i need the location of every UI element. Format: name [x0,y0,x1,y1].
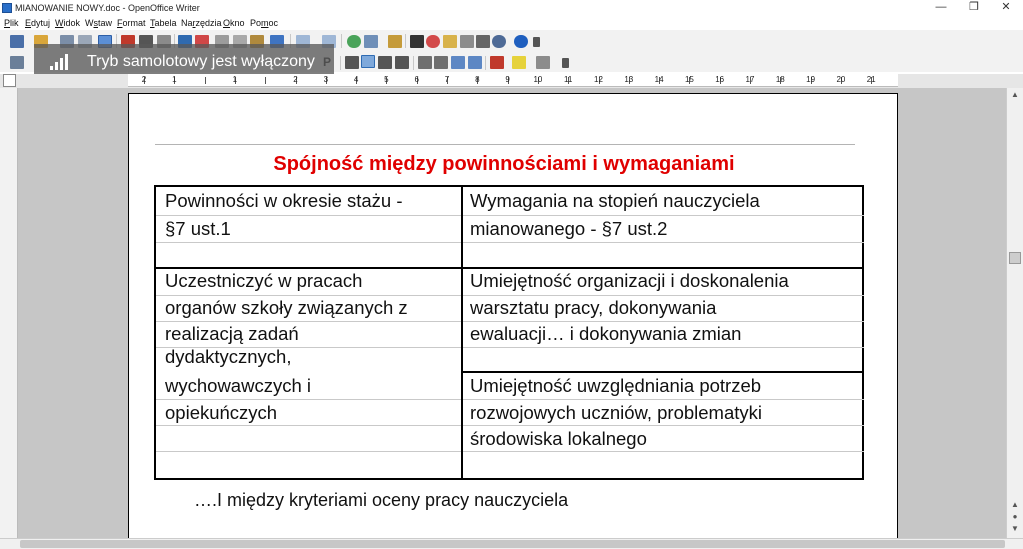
close-button[interactable]: ✕ [1001,1,1011,13]
ruler-label: 21 [866,75,876,84]
menu-widok[interactable]: Widok [55,18,81,28]
styles-formatting-icon[interactable] [10,56,24,69]
right-cell-b-line-1: Umiejętność uwzględniania potrzeb [470,375,762,396]
toolbar-overflow-icon[interactable] [533,37,540,47]
nonprinting-chars-icon[interactable] [476,35,490,48]
zoom-icon[interactable] [492,35,506,48]
ruler-label: 20 [836,75,846,84]
menu-plik[interactable]: Plik [4,18,19,28]
ruler-label: 1 [172,75,177,84]
ruler-label: 12 [594,75,603,84]
ruler-label: 13 [624,75,634,84]
vertical-scroll-thumb[interactable] [1009,252,1021,264]
horizontal-scroll-thumb[interactable] [20,540,1005,548]
ruler-label: 18 [775,75,785,84]
ruler-tick [265,77,266,84]
align-left-icon[interactable] [345,56,359,69]
numbering-icon[interactable] [418,56,432,69]
ruler-label: 3 [323,75,329,84]
table-icon[interactable] [364,35,378,48]
align-right-icon[interactable] [378,56,392,69]
ruler-label: 15 [684,75,694,84]
right-cell-a-line-1: Umiejętność organizacji i doskonalenia [470,270,789,291]
help-icon[interactable] [514,35,528,48]
show-draw-functions-icon[interactable] [388,35,402,48]
header-right-line-2: mianowanego - §7 ust.2 [470,218,668,239]
ruler-tick [205,77,206,84]
new-document-icon[interactable] [10,35,24,48]
ruler-label: 11 [564,75,573,84]
ruler-label: 8 [475,75,480,84]
hyperlink-icon[interactable] [347,35,361,48]
ruler-label: 16 [715,75,725,84]
notification-text: Tryb samolotowy jest wyłączony [87,53,315,70]
ruler-label: 10 [533,75,543,84]
increase-indent-icon[interactable] [468,56,482,69]
ruler-label: 9 [505,75,510,84]
bullets-icon[interactable] [434,56,448,69]
tab-stop-selector[interactable] [3,74,16,87]
menu-narzedzia[interactable]: Narzędzia [181,18,222,28]
header-left-line-1: Powinności w okresie stażu - [165,190,403,211]
vertical-scrollbar[interactable] [1006,88,1023,538]
ruler-label: 7 [444,75,450,84]
formatting-overflow-icon[interactable] [562,58,569,68]
left-cell-line-6: opiekuńczych [165,402,278,423]
left-cell-line-5: wychowawczych i [165,375,311,396]
justify-icon[interactable] [395,56,409,69]
navigation-icon[interactable]: ● [1012,512,1018,521]
menu-wstaw[interactable]: Wstaw [85,18,113,28]
writer-app-icon [2,3,12,13]
ruler-label: 2 [141,75,147,84]
menu-pomoc[interactable]: Pomoc [250,18,279,28]
header-right-line-1: Wymagania na stopień nauczyciela [470,190,760,211]
window-title: MIANOWANIE NOWY.doc - OpenOffice Writer [15,3,200,13]
document-title: Spójność między powinnościami i wymaganiami [273,153,735,175]
header-left-line-2: §7 ust.1 [165,218,231,239]
footer-line: ….I między kryteriami oceny pracy nauczyciela [194,490,569,510]
data-sources-icon[interactable] [460,35,474,48]
left-cell-line-3: realizacją zadań [165,323,299,344]
background-color-icon[interactable] [536,56,550,69]
menu-bar [0,16,1023,30]
right-cell-b-line-2: rozwojowych uczniów, problematyki [470,402,763,423]
menu-edytuj[interactable]: Edytuj [25,18,51,28]
right-cell-b-line-3: środowiska lokalnego [470,428,647,449]
ruler-label: 5 [384,75,389,84]
ruler-label: 19 [806,75,816,84]
scroll-up-icon[interactable]: ▲ [1011,90,1019,99]
title-bar [0,0,1023,16]
ruler-label: 1 [232,75,238,84]
maximize-button[interactable]: ❐ [969,1,979,13]
find-replace-icon[interactable] [410,35,424,48]
horizontal-ruler[interactable] [128,74,898,87]
menu-okno[interactable]: Okno [223,18,245,28]
comparison-table[interactable] [154,185,864,480]
highlight-icon[interactable] [512,56,526,69]
right-cell-a-line-2: warsztatu pracy, dokonywania [470,297,717,318]
right-cell-a-line-3: ewaluacji… i dokonywania zmian [470,323,742,344]
ruler-label: 6 [414,75,419,84]
ruler-label: 17 [745,75,755,84]
decrease-indent-icon[interactable] [451,56,465,69]
navigator-icon[interactable] [426,35,440,48]
signal-icon [50,54,70,70]
table-column-divider [461,187,463,478]
left-cell-line-1: Uczestniczyć w pracach [165,270,363,291]
next-page-icon[interactable]: ▼ [1011,524,1019,533]
text-frame-border [155,144,855,145]
menu-format[interactable]: Format [117,18,146,28]
left-cell-line-2: organów szkoły związanych z [165,297,408,318]
vertical-ruler [0,88,18,538]
horizontal-scrollbar[interactable] [0,538,1023,549]
previous-page-icon[interactable]: ▲ [1011,500,1019,509]
font-color-icon[interactable] [490,56,504,69]
ruler-label: 4 [353,75,359,84]
left-cell-line-4: dydaktycznych, [165,346,292,367]
minimize-button[interactable]: — [935,1,947,13]
ruler-label: 2 [293,75,298,84]
gallery-icon[interactable] [443,35,457,48]
ruler-label: 14 [654,75,664,84]
menu-tabela[interactable]: Tabela [150,18,177,28]
align-center-icon[interactable] [361,55,375,68]
